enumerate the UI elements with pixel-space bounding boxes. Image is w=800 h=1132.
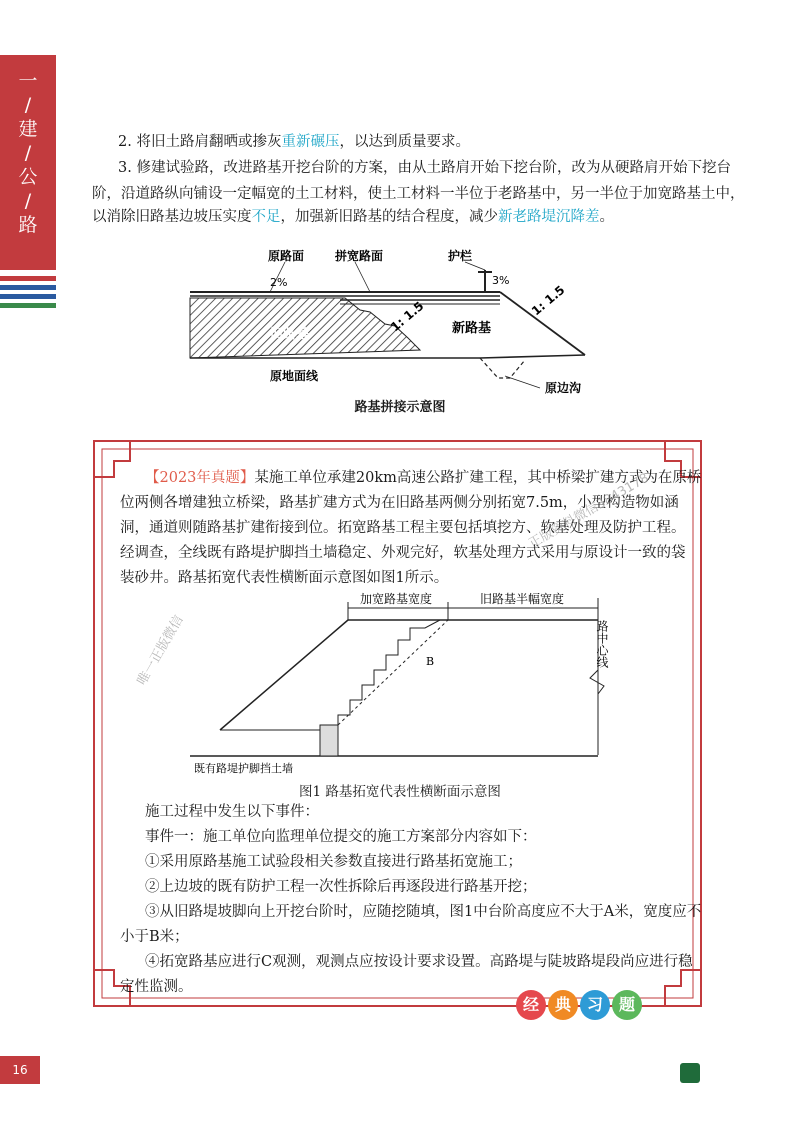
event-item-4-cont: 定性监测。 — [120, 979, 193, 995]
event-item-2: ②上边坡的既有防护工程一次性拆除后再逐段进行路基开挖； — [145, 879, 537, 895]
label-widened-pavement: 拼宽路面 — [335, 249, 384, 263]
text-line-2: 3. 修建试验路，改进路基开挖台阶的方案，由从土路肩开始下挖台阶，改为从硬路肩开始下挖台 — [118, 160, 731, 176]
label-centerline: 路中心线 — [595, 620, 609, 668]
event-item-3-cont: 小于B米； — [120, 929, 189, 945]
label-slope-right: 3% — [492, 274, 510, 287]
text-line-4: 以消除旧路基边坡压实度不足，加强新旧路基的结合程度，减少新老路堤沉降差。 — [92, 209, 614, 225]
event-item-4: ④拓宽路基应进行C观测，观测点应按设计要求设置。高路堤与陡坡路堤段尚应进行稳 — [145, 954, 693, 970]
label-step-b: B — [426, 655, 435, 668]
watermark: 正版资料微信3843178 — [526, 470, 652, 552]
badge-char: 经 — [516, 990, 546, 1020]
label-guardrail: 护栏 — [448, 249, 473, 263]
side-char: 一 — [18, 70, 38, 92]
text-line-1: 2. 将旧土路肩翻晒或掺灰重新碾压，以达到质量要求。 — [118, 134, 470, 150]
side-char: 路 — [18, 214, 38, 236]
event-item-3: ③从旧路堤坡脚向上开挖台阶时，应随挖随填，图1中台阶高度应不大于A米，宽度应不 — [145, 904, 702, 920]
label-original-ground: 原地面线 — [270, 369, 319, 383]
event-one: 事件一：施工单位向监理单位提交的施工方案部分内容如下： — [145, 829, 537, 845]
decorative-stripes — [0, 276, 56, 312]
label-new-roadbed: 新路基 — [452, 321, 492, 336]
widening-cross-section-diagram — [180, 590, 620, 780]
side-char: / — [24, 142, 32, 164]
events-title: 施工过程中发生以下事件： — [145, 804, 319, 820]
chapter-side-tab — [0, 55, 56, 270]
box-line-2: 位两侧各增建独立桥梁，路基扩建方式为在旧路基两侧分别拓宽7.5m，小型构造物如涵 — [120, 495, 679, 511]
highlight-text: 重新碾压 — [281, 134, 340, 150]
label-ratio-outer: 1: 1.5 — [528, 282, 568, 319]
exam-year-tag: 【2023年真题】 — [145, 470, 255, 486]
page-number: 16 — [0, 1056, 40, 1084]
side-char: 公 — [18, 166, 38, 188]
label-old-roadbed: 旧路基 — [270, 327, 310, 342]
label-slope-left: 2% — [270, 276, 288, 289]
watermark: 唯一正版微信 — [134, 612, 187, 689]
side-char: 建 — [18, 118, 38, 140]
roadbed-splice-diagram — [180, 240, 620, 420]
box-line-1: 【2023年真题】某施工单位承建20km高速公路扩建工程，其中桥梁扩建方式为在原桥 — [145, 470, 702, 486]
figure2-caption: 图1 路基拓宽代表性横断面示意图 — [299, 784, 501, 800]
side-char: / — [24, 94, 32, 116]
box-line-4: 经调查，全线既有路堤护脚挡土墙稳定、外观完好，软基处理方式采用与原设计一致的袋 — [120, 545, 686, 561]
text-line-3: 阶，沿道路纵向铺设一定幅宽的土工材料，使土工材料一半位于老路基中，另一半位于加宽路基土中， — [92, 186, 745, 202]
label-widen-width: 加宽路基宽度 — [360, 592, 433, 606]
badge-char: 典 — [548, 990, 578, 1020]
publisher-logo-icon — [680, 1063, 700, 1083]
badge-char: 题 — [612, 990, 642, 1020]
label-original-ditch: 原边沟 — [545, 381, 582, 395]
side-char: / — [24, 190, 32, 212]
label-ratio-inner: 1: 1.5 — [387, 298, 427, 335]
box-line-5: 装砂井。路基拓宽代表性横断面示意图如图1所示。 — [120, 570, 449, 586]
event-item-1: ①采用原路基施工试验段相关参数直接进行路基拓宽施工； — [145, 854, 522, 870]
badge-char: 习 — [580, 990, 610, 1020]
label-retaining-wall: 既有路堤护脚挡土墙 — [194, 762, 293, 775]
box-line-3: 洞，通道则随路基扩建衔接到位。拓宽路基工程主要包括填挖方、软基处理及防护工程。 — [120, 520, 686, 536]
figure1-caption: 路基拼接示意图 — [354, 400, 446, 415]
label-old-half-width: 旧路基半幅宽度 — [480, 592, 565, 606]
label-original-pavement: 原路面 — [268, 249, 305, 263]
